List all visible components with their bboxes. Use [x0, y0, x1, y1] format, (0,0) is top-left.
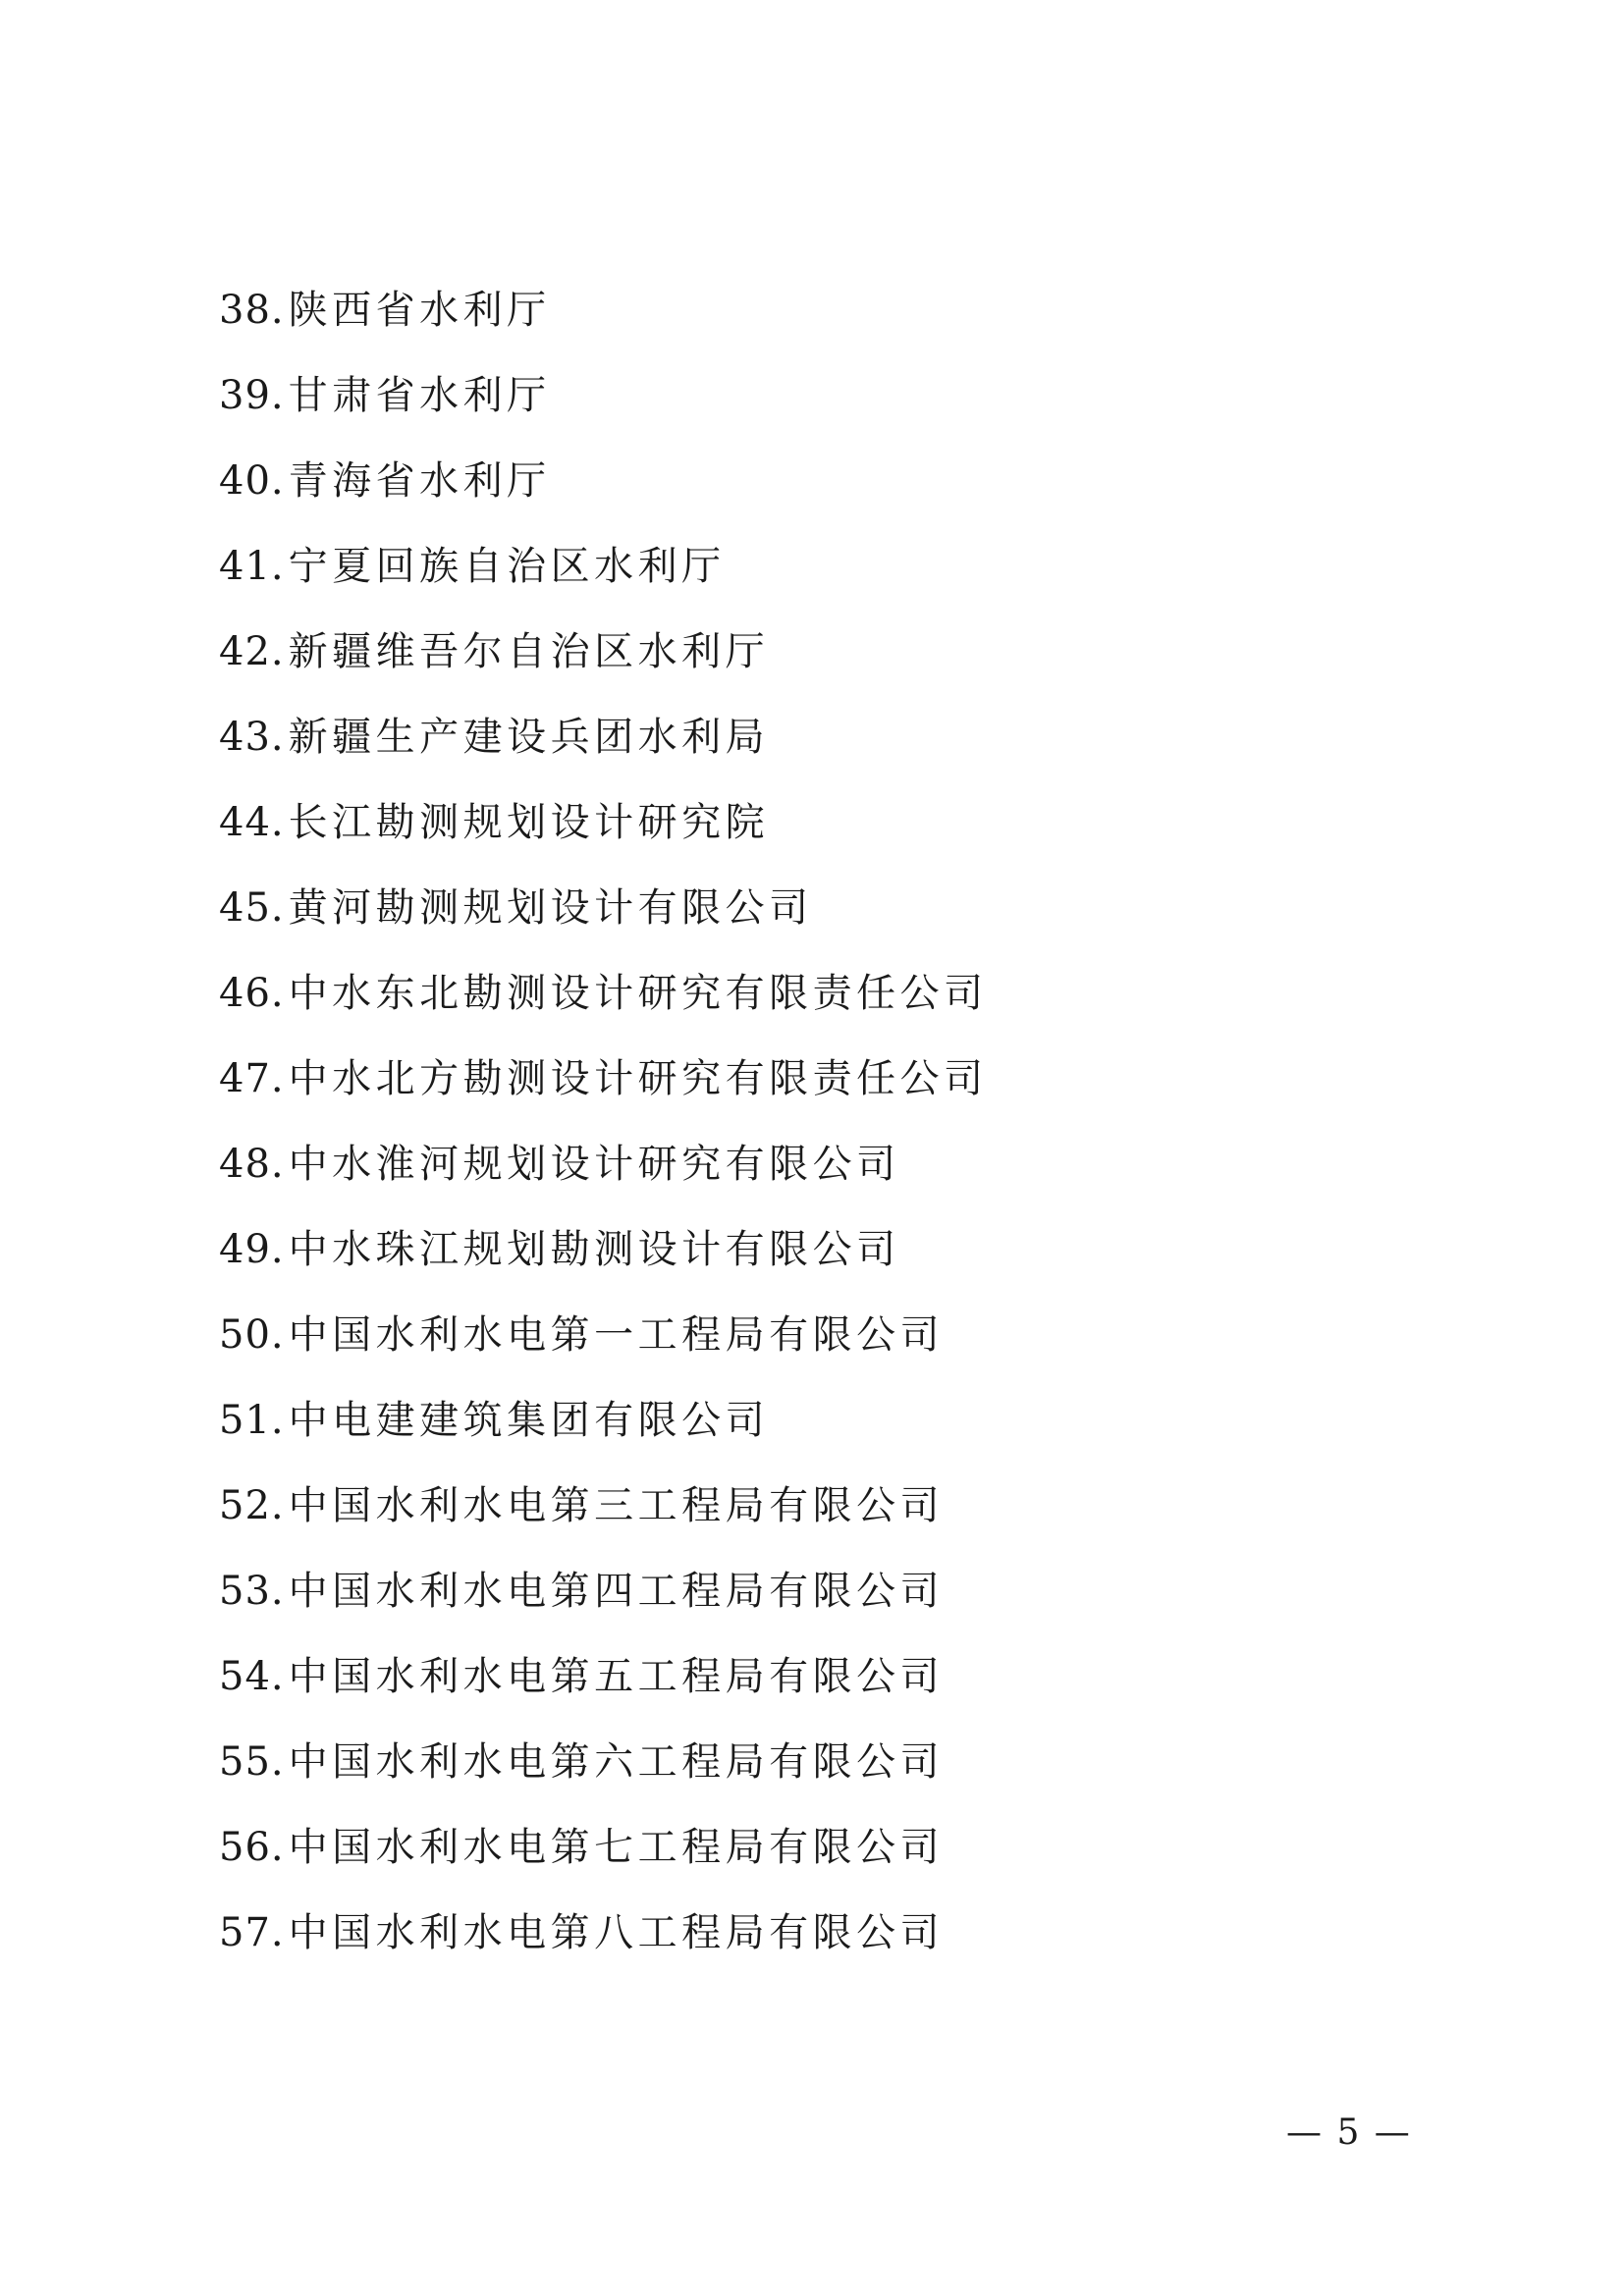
item-number: 53.: [219, 1569, 285, 1614]
list-item: [219, 1647, 988, 1733]
item-text: 黄河勘测规划设计有限公司: [288, 885, 813, 931]
list-item: [219, 1562, 988, 1647]
item-text: 新疆维吾尔自治区水利厅: [288, 629, 770, 674]
item-text: 中水北方勘测设计研究有限责任公司: [288, 1056, 988, 1101]
item-text: 中水淮河规划设计研究有限公司: [288, 1142, 900, 1187]
list-item: [219, 1049, 988, 1135]
list-item: [219, 964, 988, 1049]
list-item: [219, 793, 988, 879]
item-text: 中水东北勘测设计研究有限责任公司: [288, 971, 988, 1016]
item-number: 55.: [219, 1739, 285, 1785]
item-text: 中国水利水电第六工程局有限公司: [288, 1739, 945, 1785]
item-text: 宁夏回族自治区水利厅: [288, 544, 726, 589]
item-text: 甘肃省水利厅: [288, 373, 551, 418]
item-text: 中国水利水电第五工程局有限公司: [288, 1654, 945, 1699]
list-item: [219, 1306, 988, 1391]
item-number: 56.: [219, 1825, 285, 1870]
item-number: 57.: [219, 1910, 285, 1955]
list-item: [219, 1135, 988, 1220]
item-text: 中国水利水电第一工程局有限公司: [288, 1312, 945, 1358]
item-number: 47.: [219, 1056, 285, 1101]
item-number: 42.: [219, 629, 285, 674]
list-item: [219, 452, 988, 537]
list-item: [219, 1476, 988, 1562]
item-number: 48.: [219, 1142, 285, 1187]
item-number: 52.: [219, 1483, 285, 1528]
item-number: 39.: [219, 373, 285, 418]
item-number: 54.: [219, 1654, 285, 1699]
item-number: 41.: [219, 544, 285, 589]
list-item: [219, 1903, 988, 1989]
list-item: [219, 1733, 988, 1818]
item-number: 43.: [219, 715, 285, 760]
list-item: [219, 1818, 988, 1903]
item-number: 44.: [219, 800, 285, 845]
list-item: [219, 708, 988, 793]
list-item: [219, 366, 988, 452]
list-item: [219, 537, 988, 622]
list-item: [219, 879, 988, 964]
item-text: 新疆生产建设兵团水利局: [288, 715, 770, 760]
item-text: 中电建建筑集团有限公司: [288, 1398, 770, 1443]
organization-list: [219, 281, 988, 1989]
list-item: [219, 1220, 988, 1306]
item-number: 51.: [219, 1398, 285, 1443]
item-number: 38.: [219, 288, 285, 333]
item-text: 中国水利水电第七工程局有限公司: [288, 1825, 945, 1870]
item-text: 中国水利水电第三工程局有限公司: [288, 1483, 945, 1528]
item-text: 中水珠江规划勘测设计有限公司: [288, 1227, 900, 1272]
item-text: 长江勘测规划设计研究院: [288, 800, 770, 845]
list-item: [219, 281, 988, 366]
list-item: [219, 622, 988, 708]
item-number: 45.: [219, 885, 285, 931]
item-text: 陕西省水利厅: [288, 288, 551, 333]
item-text: 中国水利水电第八工程局有限公司: [288, 1910, 945, 1955]
item-number: 40.: [219, 458, 285, 504]
list-item: [219, 1391, 988, 1476]
page-number: — 5 —: [1286, 2112, 1412, 2153]
item-number: 50.: [219, 1312, 285, 1358]
item-text: 青海省水利厅: [288, 458, 551, 504]
item-text: 中国水利水电第四工程局有限公司: [288, 1569, 945, 1614]
item-number: 49.: [219, 1227, 285, 1272]
item-number: 46.: [219, 971, 285, 1016]
